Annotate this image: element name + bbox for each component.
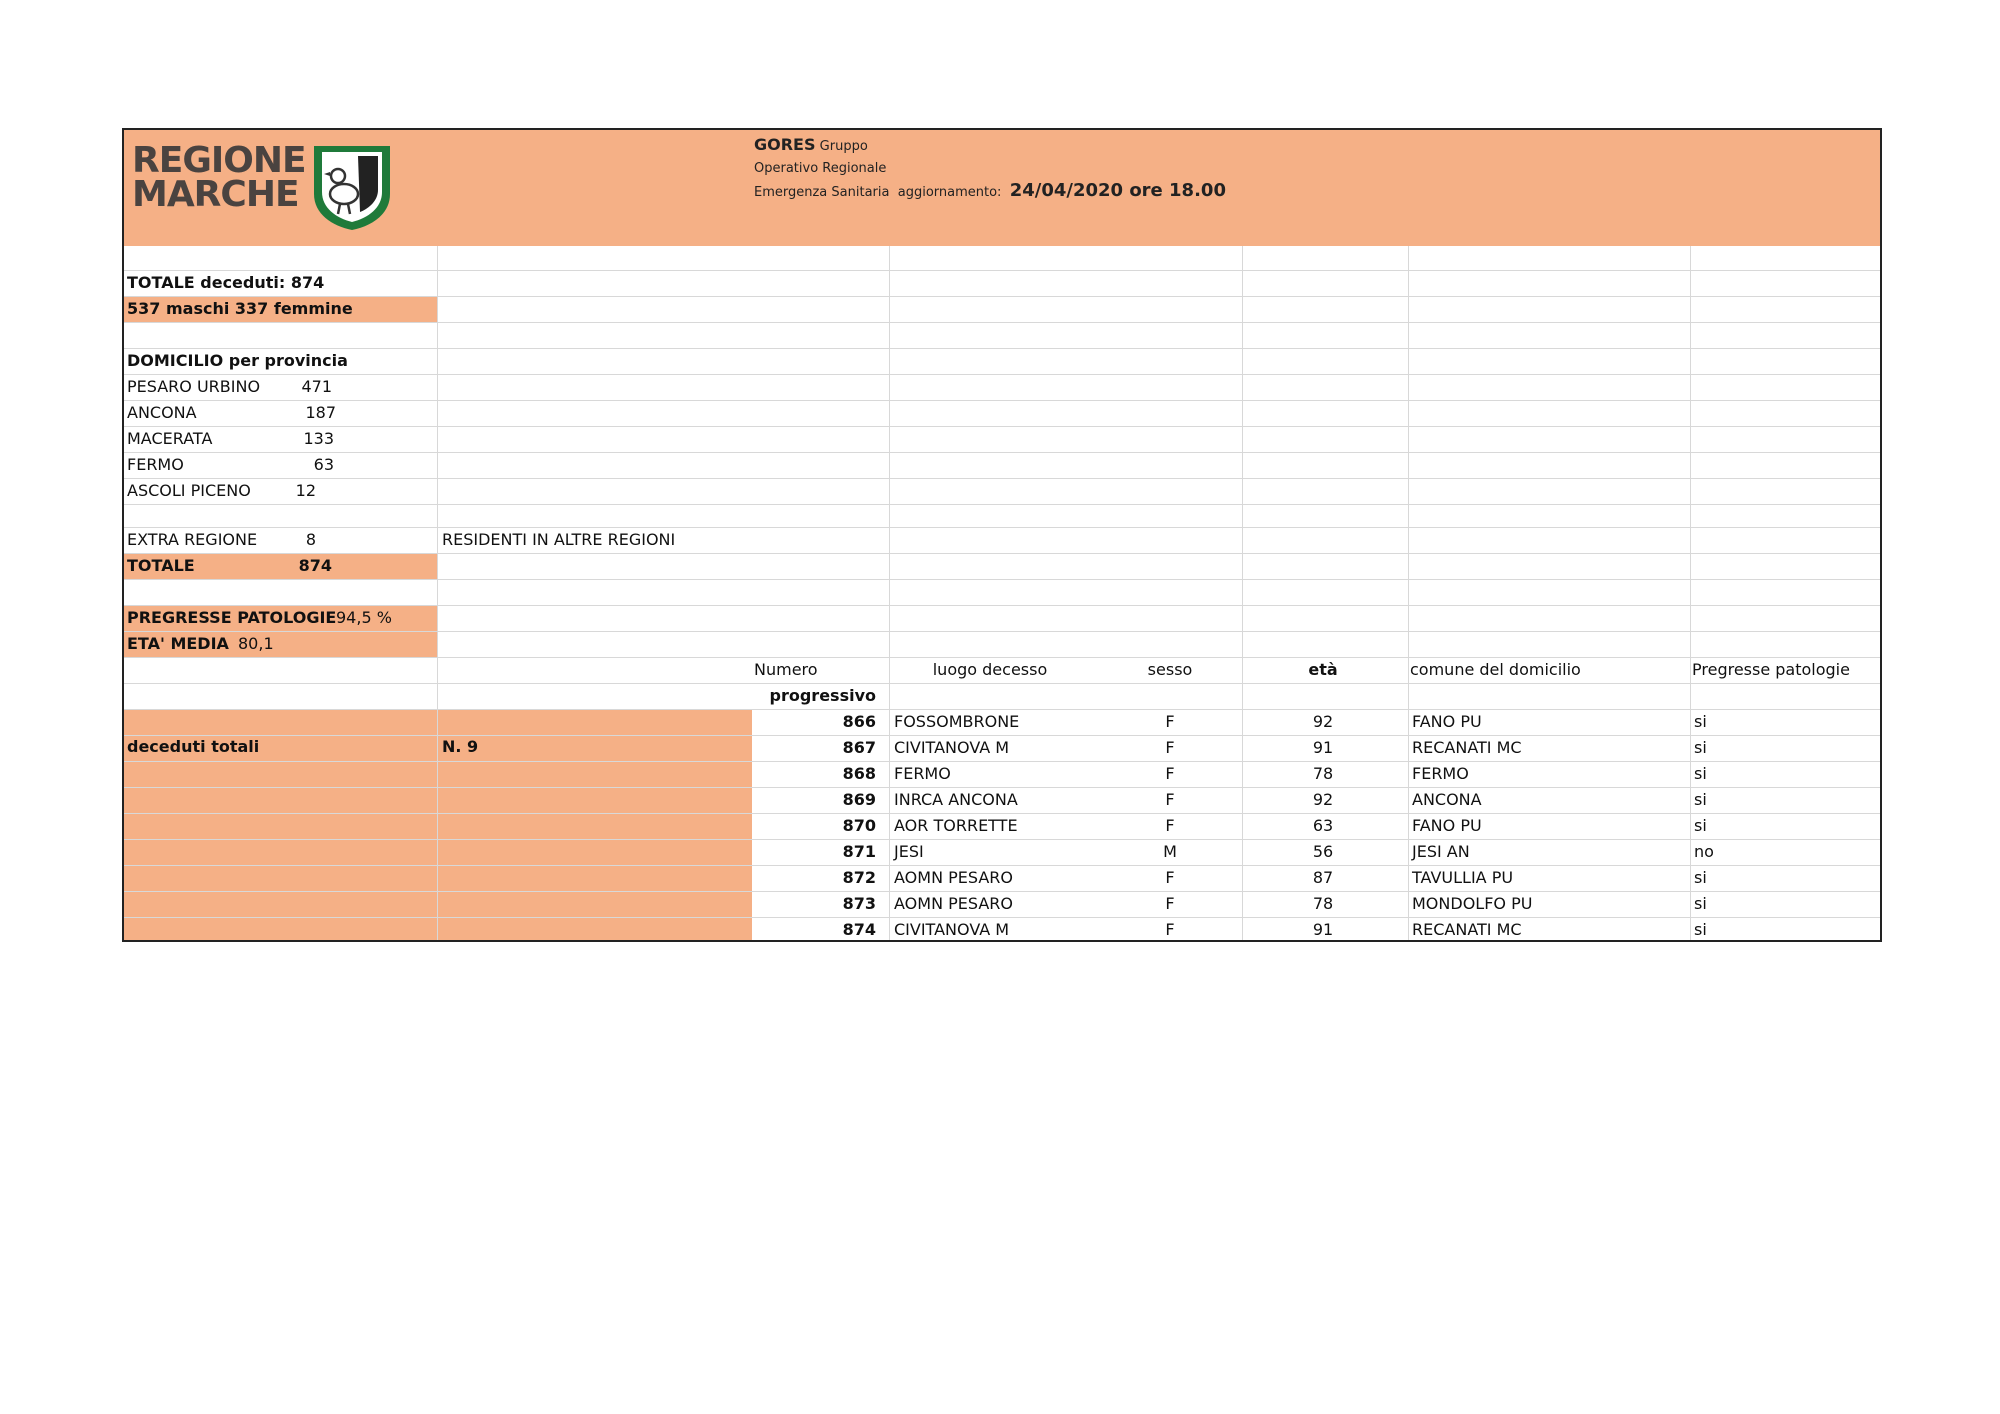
row-comune: FANO PU (1412, 712, 1482, 731)
row-sesso: F (1165, 764, 1175, 783)
gruppo-label: Gruppo (819, 139, 868, 154)
row-comune: MONDOLFO PU (1412, 894, 1533, 913)
provincia-name: PESARO URBINO (127, 377, 261, 396)
row-luogo-decesso: AOMN PESARO (894, 894, 1013, 913)
logo-line2: MARCHE (132, 174, 299, 215)
row-eta: 63 (1312, 816, 1334, 835)
row-numero: 868 (842, 764, 876, 783)
row-luogo-decesso: JESI (894, 842, 924, 861)
operativo-label: Operativo Regionale (754, 161, 887, 176)
row-luogo-decesso: FOSSOMBRONE (894, 712, 1020, 731)
row-sesso: F (1165, 920, 1175, 939)
row-eta: 92 (1312, 790, 1334, 809)
row-luogo-decesso: CIVITANOVA M (894, 920, 1010, 939)
extra-regione-label: EXTRA REGIONE (127, 530, 258, 549)
row-luogo-decesso: INRCA ANCONA (894, 790, 1018, 809)
aggiornamento-label: aggiornamento: (897, 185, 1002, 200)
header-comune-domicilio: comune del domicilio (1410, 660, 1581, 679)
row-numero: 874 (842, 920, 876, 939)
header-sesso: sesso (1147, 660, 1193, 679)
provincia-name: FERMO (127, 455, 184, 474)
row-luogo-decesso: AOMN PESARO (894, 868, 1013, 887)
row-numero: 871 (842, 842, 876, 861)
provincia-name: ASCOLI PICENO (127, 481, 251, 500)
row-patologie: si (1694, 764, 1707, 783)
totale-deceduti: TOTALE deceduti: 874 (127, 273, 325, 292)
row-luogo-decesso: AOR TORRETTE (894, 816, 1018, 835)
row-eta: 56 (1312, 842, 1334, 861)
eta-media-value: 80,1 (238, 634, 274, 653)
logo-text (132, 140, 306, 215)
deceduti-count: N. 9 (442, 737, 479, 756)
row-comune: JESI AN (1412, 842, 1470, 861)
gores-info (754, 134, 1226, 204)
provincia-value: 63 (313, 455, 334, 474)
row-comune: TAVULLIA PU (1412, 868, 1514, 887)
row-luogo-decesso: CIVITANOVA M (894, 738, 1010, 757)
row-eta: 87 (1312, 868, 1334, 887)
row-sesso: F (1165, 868, 1175, 887)
header-luogo-decesso: luogo decesso (932, 660, 1048, 679)
row-sesso: M (1163, 842, 1177, 861)
pregresse-value: 94,5 % (336, 608, 392, 627)
sesso-breakdown: 537 maschi 337 femmine (127, 299, 353, 318)
row-sesso: F (1165, 738, 1175, 757)
row-comune: ANCONA (1412, 790, 1482, 809)
row-patologie: si (1694, 868, 1707, 887)
row-numero: 866 (842, 712, 876, 731)
deceduti-totali-label: deceduti totali (127, 737, 260, 756)
provincia-value: 133 (303, 429, 334, 448)
row-eta: 78 (1312, 764, 1334, 783)
emergenza-label: Emergenza Sanitaria (754, 185, 890, 200)
extra-regione-value: 8 (305, 530, 316, 549)
header-eta: età (1308, 660, 1338, 679)
row-numero: 870 (842, 816, 876, 835)
pregresse-label: PREGRESSE PATOLOGIE (127, 608, 337, 627)
row-patologie: si (1694, 790, 1707, 809)
row-comune: RECANATI MC (1412, 920, 1522, 939)
row-eta: 91 (1312, 920, 1334, 939)
header-progressivo: progressivo (769, 686, 876, 705)
row-sesso: F (1165, 816, 1175, 835)
aggiornamento-value: 24/04/2020 ore 18.00 (1009, 180, 1226, 201)
shield-icon (310, 142, 394, 232)
row-numero: 872 (842, 868, 876, 887)
header-numero: Numero (754, 660, 818, 679)
row-comune: RECANATI MC (1412, 738, 1522, 757)
row-numero: 873 (842, 894, 876, 913)
row-patologie: si (1694, 816, 1707, 835)
header-band (124, 130, 1880, 246)
row-patologie: si (1694, 894, 1707, 913)
provincia-value: 12 (295, 481, 316, 500)
domicilio-title: DOMICILIO per provincia (127, 351, 348, 370)
totale-value: 874 (298, 556, 332, 575)
row-patologie: si (1694, 712, 1707, 731)
row-eta: 92 (1312, 712, 1334, 731)
report-sheet (122, 128, 1882, 942)
provincia-value: 187 (305, 403, 336, 422)
regione-marche-logo (132, 138, 402, 236)
row-sesso: F (1165, 790, 1175, 809)
row-sesso: F (1165, 712, 1175, 731)
row-patologie: si (1694, 920, 1707, 939)
logo-line1: REGIONE (132, 140, 306, 181)
row-luogo-decesso: FERMO (894, 764, 951, 783)
provincia-name: ANCONA (127, 403, 197, 422)
row-numero: 869 (842, 790, 876, 809)
gores-label: GORES (754, 135, 816, 154)
row-patologie: no (1694, 842, 1714, 861)
row-comune: FANO PU (1412, 816, 1482, 835)
extra-regione-note: RESIDENTI IN ALTRE REGIONI (442, 530, 676, 549)
row-patologie: si (1694, 738, 1707, 757)
row-eta: 91 (1312, 738, 1334, 757)
row-numero: 867 (842, 738, 876, 757)
provincia-name: MACERATA (127, 429, 213, 448)
row-sesso: F (1165, 894, 1175, 913)
row-comune: FERMO (1412, 764, 1469, 783)
eta-media-label: ETA' MEDIA (127, 634, 229, 653)
header-pregresse-patologie: Pregresse patologie (1692, 660, 1850, 679)
provincia-value: 471 (301, 377, 332, 396)
row-eta: 78 (1312, 894, 1334, 913)
totale-label: TOTALE (127, 556, 195, 575)
